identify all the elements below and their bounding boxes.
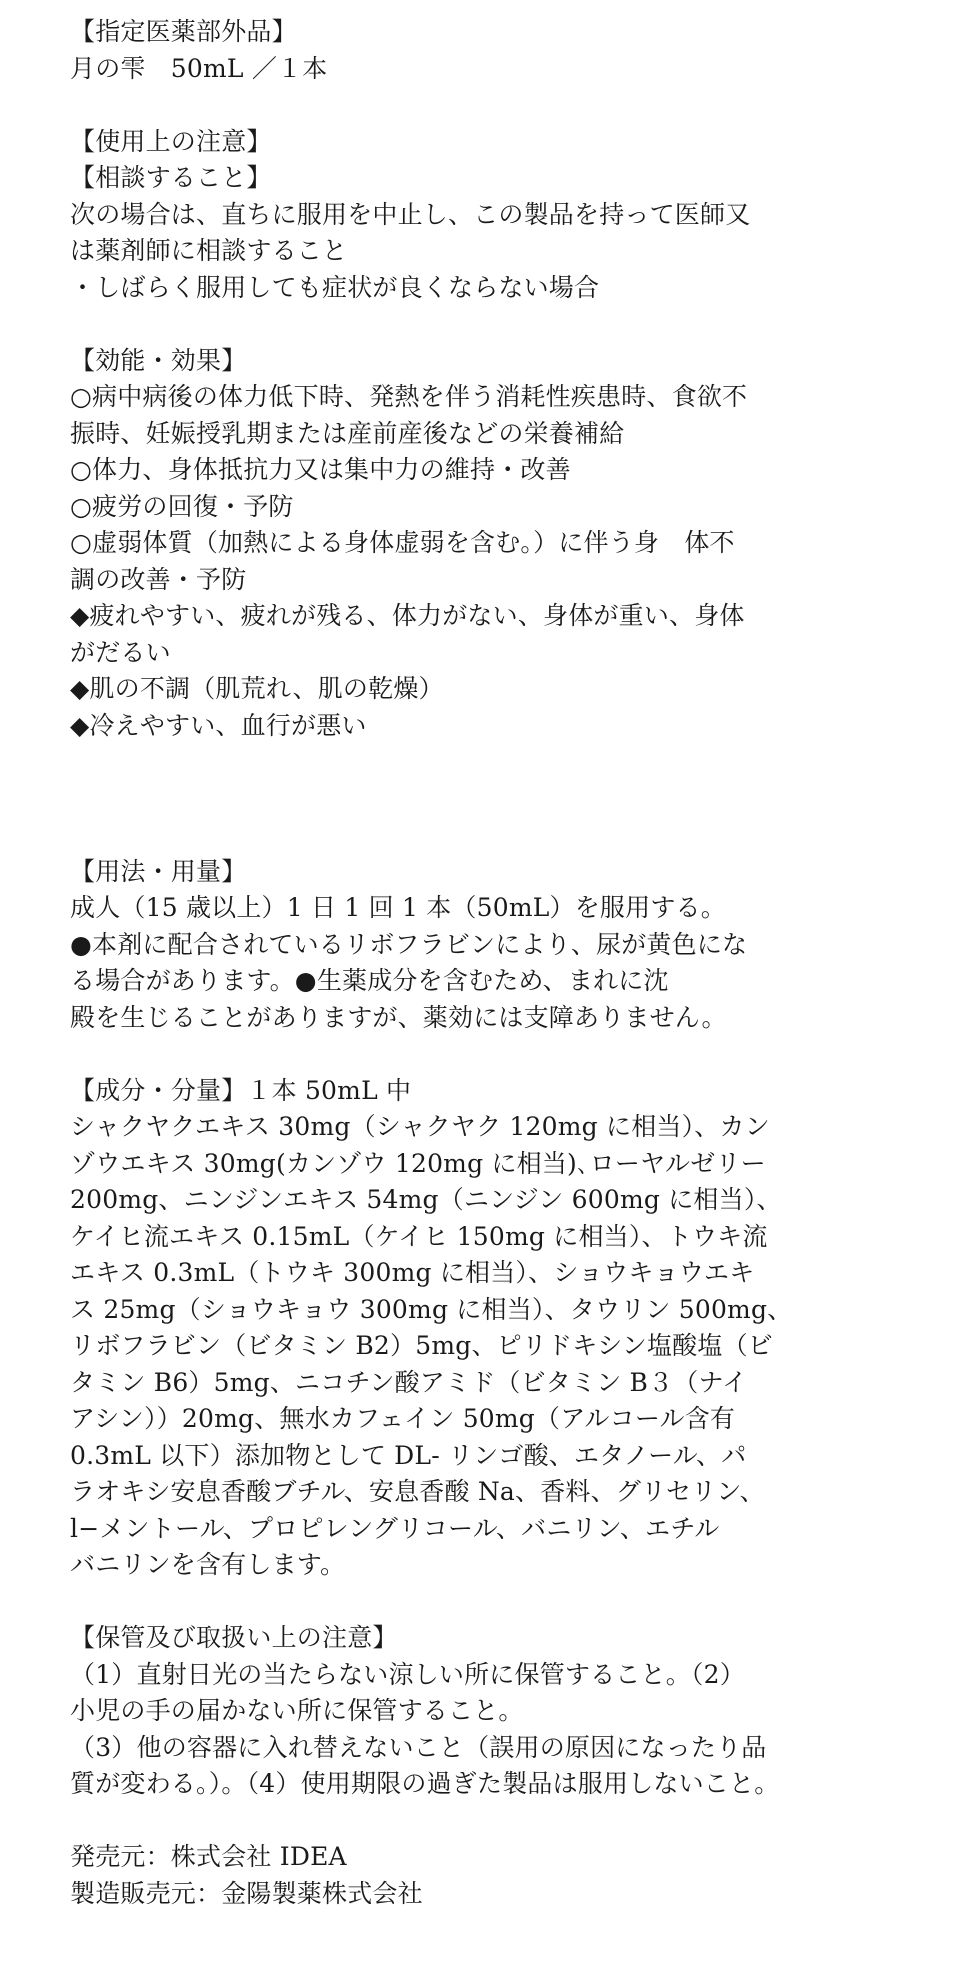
section-spacer [70, 1036, 930, 1073]
product-label-document [70, 14, 930, 1912]
ingredients-line: ス 25mg（ショウキョウ 300mg に相当）、タウリン 500mg、 [70, 1294, 793, 1324]
efficacy-line: ○疲労の回復・予防 [70, 491, 294, 521]
dosage-line: ●本剤に配合されているリボフラビンにより、尿が黄色にな [70, 929, 748, 959]
efficacy-heading: 【効能・効果】 [70, 345, 247, 375]
ingredients-line: ケイヒ流エキス 0.15mL（ケイヒ 150mg に相当）、トウキ流 [70, 1221, 768, 1251]
ingredients-heading: 【成分・分量】１本 50mL 中 [70, 1075, 412, 1105]
consult-subheading: 【相談すること】 [70, 163, 272, 192]
dosage-heading: 【用法・用量】 [70, 856, 247, 886]
precautions-line: は薬剤師に相談すること [70, 236, 348, 265]
dosage-line: 殿を生じることがありますが、薬効には支障ありません。 [70, 1002, 727, 1032]
ingredients-line: l−メントール、プロピレングリコール、バニリン、エチル [70, 1513, 720, 1543]
ingredients-line: 200mg、ニンジンエキス 54mg（ニンジン 600mg に相当）、 [70, 1185, 782, 1214]
section-spacer [70, 744, 930, 854]
storage-line: （1）直射日光の当たらない涼しい所に保管すること。（2） [70, 1659, 745, 1689]
seller-line: 発売元：株式会社 IDEA [70, 1842, 347, 1871]
storage-line: 質が変わる。）。（4）使用期限の過ぎた製品は服用しないこと。 [70, 1769, 780, 1798]
efficacy-line: ◆肌の不調（肌荒れ、肌の乾燥） [70, 674, 444, 703]
ingredients-line: リボフラビン（ビタミン B2）5mg、ピリドキシン塩酸塩（ビ [70, 1331, 773, 1360]
ingredients-line: タミン B6）5mg、ニコチン酸アミド（ビタミン B３（ナイ [70, 1367, 748, 1397]
efficacy-line: ◆疲れやすい、疲れが残る、体力がない、身体が重い、身体 [70, 601, 745, 630]
section-spacer [70, 87, 930, 124]
storage-line: （3）他の容器に入れ替えないこと（誤用の原因になったり品 [70, 1732, 767, 1762]
ingredients-line: アシン））20mg、無水カフェイン 50mg（アルコール含有 [70, 1404, 736, 1433]
storage-heading: 【保管及び取扱い上の注意】 [70, 1623, 398, 1652]
precautions-line: ・しばらく服用しても症状が良くならない場合 [70, 272, 600, 302]
ingredients-line: エキス 0.3mL（トウキ 300mg に相当）、ショウキョウエキ [70, 1258, 755, 1287]
category-label: 【指定医薬部外品】 [70, 17, 297, 46]
ingredients-line: バニリンを含有します。 [70, 1550, 346, 1579]
ingredients-line: 0.3mL 以下）添加物として DL- リンゴ酸、エタノール、パ [70, 1440, 747, 1470]
efficacy-line: がだるい [70, 637, 171, 667]
precautions-heading: 【使用上の注意】 [70, 126, 272, 156]
efficacy-line: ○体力、身体抵抗力又は集中力の維持・改善 [70, 455, 571, 484]
efficacy-line: ○虚弱体質（加熱による身体虚弱を含む。）に伴う身 体不 [70, 528, 735, 557]
efficacy-line: ◆冷えやすい、血行が悪い [70, 710, 367, 740]
storage-line: 小児の手の届かない所に保管すること。 [70, 1696, 524, 1725]
ingredients-line: シャクヤクエキス 30mg（シャクヤク 120mg に相当）、カン [70, 1112, 770, 1141]
section-spacer [70, 306, 930, 343]
ingredients-line: ゾウエキス 30mg(カンゾウ 120mg に相当)､ローヤルゼリー [70, 1148, 766, 1178]
efficacy-line: 調の改善・予防 [70, 564, 247, 594]
product-name: 月の雫 50mL ／１本 [70, 53, 328, 83]
section-spacer [70, 1803, 930, 1840]
manufacturer-line: 製造販売元：金陽製薬株式会社 [70, 1878, 423, 1908]
efficacy-line: 振時、妊娠授乳期または産前産後などの栄養補給 [70, 418, 625, 448]
efficacy-line: ○病中病後の体力低下時、発熱を伴う消耗性疾患時、食欲不 [70, 382, 748, 411]
ingredients-line: ラオキシ安息香酸ブチル、安息香酸 Na、香料、グリセリン、 [70, 1477, 765, 1506]
section-spacer [70, 1584, 930, 1621]
dosage-line: 成人（15 歳以上）1 日 1 回 1 本（50mL）を服用する。 [70, 893, 726, 922]
dosage-line: る場合があります。●生薬成分を含むため、まれに沈 [70, 966, 669, 995]
precautions-line: 次の場合は、直ちに服用を中止し、この製品を持って医師又 [70, 199, 751, 229]
